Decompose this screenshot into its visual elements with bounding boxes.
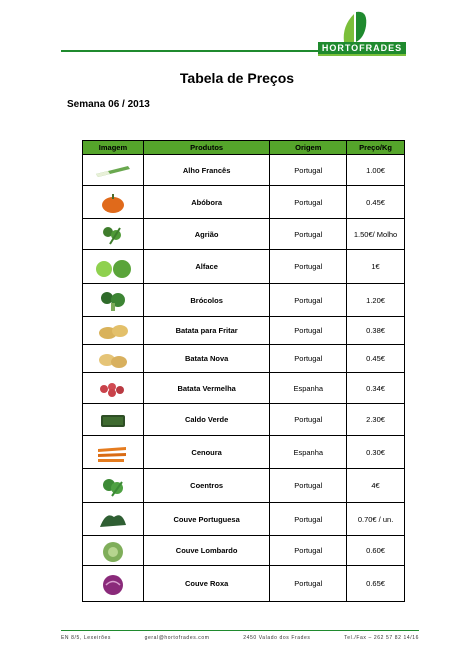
product-name: Brócolos bbox=[143, 284, 270, 317]
product-image-cell bbox=[83, 566, 144, 602]
product-price: 1€ bbox=[347, 250, 405, 284]
product-origin: Portugal bbox=[270, 186, 347, 219]
table-header-row bbox=[83, 141, 405, 155]
product-price: 0.34€ bbox=[347, 373, 405, 404]
potato-icon bbox=[92, 319, 134, 343]
product-image-cell bbox=[83, 503, 144, 536]
product-name: Alho Francês bbox=[143, 155, 270, 186]
product-origin: Portugal bbox=[270, 404, 347, 436]
product-image-cell bbox=[83, 284, 144, 317]
product-image-cell bbox=[83, 436, 144, 469]
product-name: Agrião bbox=[143, 219, 270, 250]
table-row bbox=[83, 436, 405, 469]
price-table bbox=[82, 140, 405, 602]
product-price: 1.00€ bbox=[347, 155, 405, 186]
footer-email[interactable]: geral@hortofrades.com bbox=[144, 635, 210, 641]
product-image-cell bbox=[83, 536, 144, 566]
product-image-cell bbox=[83, 469, 144, 503]
table-row bbox=[83, 345, 405, 373]
savoy-cabbage-icon bbox=[92, 539, 134, 563]
product-name: Caldo Verde bbox=[143, 404, 270, 436]
new-potato-icon bbox=[92, 347, 134, 371]
product-image-cell bbox=[83, 373, 144, 404]
table-row bbox=[83, 536, 405, 566]
lettuce-icon bbox=[92, 255, 134, 279]
leek-icon bbox=[92, 158, 134, 182]
product-origin: Espanha bbox=[270, 373, 347, 404]
table-row bbox=[83, 155, 405, 186]
product-name: Couve Lombardo bbox=[143, 536, 270, 566]
red-cabbage-icon bbox=[92, 572, 134, 596]
table-row bbox=[83, 186, 405, 219]
pumpkin-icon bbox=[92, 190, 134, 214]
page-title: Tabela de Preços bbox=[179, 70, 295, 86]
product-price: 4€ bbox=[347, 469, 405, 503]
table-row bbox=[83, 373, 405, 404]
header-image: Imagem bbox=[83, 141, 144, 155]
header-origin: Origem bbox=[270, 141, 347, 155]
product-price: 0.60€ bbox=[347, 536, 405, 566]
table-row bbox=[83, 317, 405, 345]
product-image-cell bbox=[83, 155, 144, 186]
product-origin: Portugal bbox=[270, 469, 347, 503]
product-name: Abóbora bbox=[143, 186, 270, 219]
product-price: 2.30€ bbox=[347, 404, 405, 436]
product-price: 0.70€ / un. bbox=[347, 503, 405, 536]
product-image-cell bbox=[83, 250, 144, 284]
caldo-verde-icon bbox=[92, 408, 134, 432]
product-origin: Portugal bbox=[270, 219, 347, 250]
table-row bbox=[83, 250, 405, 284]
footer-city: 2450 Valado dos Frades bbox=[243, 635, 311, 641]
product-name: Batata Nova bbox=[143, 345, 270, 373]
product-price: 0.30€ bbox=[347, 436, 405, 469]
table-row bbox=[83, 469, 405, 503]
header-rule bbox=[61, 50, 319, 52]
product-origin: Portugal bbox=[270, 566, 347, 602]
kale-icon bbox=[92, 507, 134, 531]
footer-address: EN 8/5, Lexeirões bbox=[61, 635, 111, 641]
footer-rule bbox=[61, 630, 419, 631]
hortofrades-logo-icon bbox=[340, 8, 370, 44]
carrot-icon bbox=[92, 440, 134, 464]
product-image-cell bbox=[83, 219, 144, 250]
brand-name: HORTOFRADES bbox=[318, 42, 406, 54]
broccoli-icon bbox=[92, 288, 134, 312]
week-label: Semana 06 / 2013 bbox=[67, 99, 150, 110]
table-row bbox=[83, 503, 405, 536]
footer bbox=[61, 635, 419, 641]
product-price: 0.45€ bbox=[347, 186, 405, 219]
footer-phone: Tel./Fax – 262 57 82 14/16 bbox=[344, 635, 419, 641]
product-origin: Portugal bbox=[270, 317, 347, 345]
red-potato-icon bbox=[92, 376, 134, 400]
product-image-cell bbox=[83, 186, 144, 219]
coriander-icon bbox=[92, 474, 134, 498]
product-origin: Portugal bbox=[270, 345, 347, 373]
product-name: Batata para Fritar bbox=[143, 317, 270, 345]
product-image-cell bbox=[83, 404, 144, 436]
brand-tagline-bar bbox=[318, 54, 406, 56]
product-name: Coentros bbox=[143, 469, 270, 503]
table-row bbox=[83, 219, 405, 250]
table-row bbox=[83, 284, 405, 317]
product-price: 1.20€ bbox=[347, 284, 405, 317]
product-origin: Portugal bbox=[270, 284, 347, 317]
product-name: Batata Vermelha bbox=[143, 373, 270, 404]
product-origin: Espanha bbox=[270, 436, 347, 469]
product-name: Alface bbox=[143, 250, 270, 284]
table-row bbox=[83, 566, 405, 602]
product-origin: Portugal bbox=[270, 155, 347, 186]
product-origin: Portugal bbox=[270, 250, 347, 284]
product-price: 0.65€ bbox=[347, 566, 405, 602]
product-name: Couve Portuguesa bbox=[143, 503, 270, 536]
product-price: 0.38€ bbox=[347, 317, 405, 345]
product-name: Couve Roxa bbox=[143, 566, 270, 602]
product-origin: Portugal bbox=[270, 536, 347, 566]
product-name: Cenoura bbox=[143, 436, 270, 469]
product-image-cell bbox=[83, 345, 144, 373]
table-row bbox=[83, 404, 405, 436]
watercress-icon bbox=[92, 222, 134, 246]
header-price: Preço/Kg bbox=[347, 141, 405, 155]
product-price: 0.45€ bbox=[347, 345, 405, 373]
product-origin: Portugal bbox=[270, 503, 347, 536]
product-price: 1.50€/ Molho bbox=[347, 219, 405, 250]
product-image-cell bbox=[83, 317, 144, 345]
header-products: Produtos bbox=[143, 141, 270, 155]
